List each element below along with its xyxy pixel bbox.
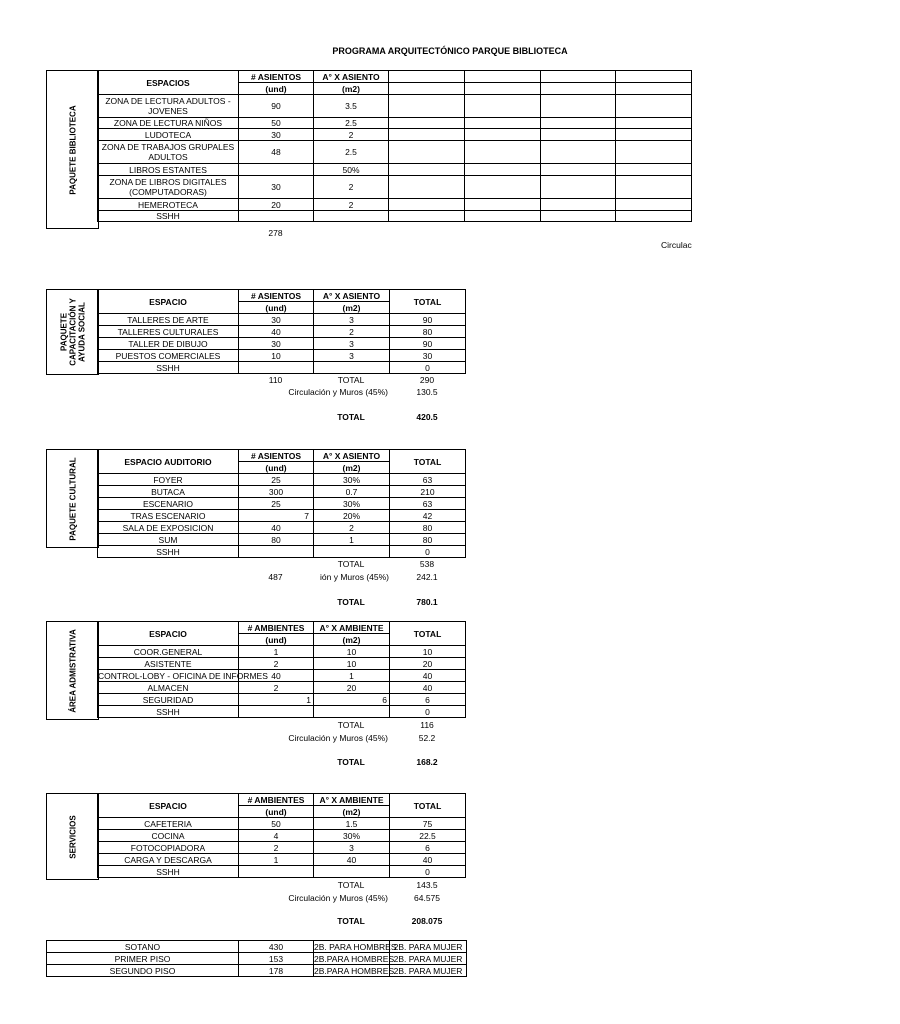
sum-value: 110 bbox=[268, 375, 283, 385]
section-side-label: PAQUETE BIBLIOTECA bbox=[46, 70, 99, 229]
table-row: HEMEROTECA 20 2 bbox=[98, 199, 692, 211]
header-total: TOTAL bbox=[390, 622, 466, 646]
cultural-table: ESPACIO AUDITORIO # ASIENTOS A° X ASIENTO TOTAL (und) (m2) FOYER 25 30% 63 BUTACA 300 0.7 210 ESCENARIO 25 30% 63 TRAS ESCENARIO 7 20% 42 SALA DE EXPOSICION 40 2 80 SUM 80 1 80 SSHH 0 bbox=[97, 449, 466, 558]
table-row: SSHH 0 bbox=[98, 866, 466, 878]
circulation-label: Circulación y Muros (45%) bbox=[288, 387, 388, 397]
table-row: CARGA Y DESCARGA 1 40 40 bbox=[98, 854, 466, 866]
table-row: COOR.GENERAL 1 10 10 bbox=[98, 646, 466, 658]
table-row: SEGUNDO PISO 178 2B.PARA HOMBRES 2B. PARA MUJER bbox=[47, 965, 467, 977]
table-row: ZONA DE LIBROS DIGITALES (COMPUTADORAS) 30 2 bbox=[98, 176, 692, 199]
header-total: TOTAL bbox=[390, 794, 466, 818]
grand-total-label: TOTAL bbox=[337, 412, 365, 422]
header-area: A° X AMBIENTE bbox=[314, 794, 390, 806]
circulation-value: 242.1 bbox=[416, 572, 438, 582]
header-espacio: ESPACIO bbox=[98, 794, 239, 818]
header-ambientes: # AMBIENTES bbox=[239, 794, 314, 806]
capacitacion-table: ESPACIO # ASIENTOS A° X ASIENTO TOTAL (und) (m2) TALLERES DE ARTE 30 3 90 TALLERES CULTURALES 40 2 80 TALLER DE DIBUJO 30 3 90 PUESTOS COMERCIALES 10 3 30 SSHH 0 bbox=[97, 289, 466, 374]
total-value: 116 bbox=[420, 720, 434, 730]
table-row: FOTOCOPIADORA 2 3 6 bbox=[98, 842, 466, 854]
header-espacio: ESPACIO bbox=[98, 622, 239, 646]
section-side-label: PAQUETE CAPACITACIÓN Y AYUDA SOCIAL bbox=[46, 289, 99, 375]
table-row: CONTROL-LOBY - OFICINA DE INFORMES 40 1 40 bbox=[98, 670, 466, 682]
table-row: SUM 80 1 80 bbox=[98, 534, 466, 546]
header-area: A° X ASIENTO bbox=[314, 71, 389, 83]
total-label: TOTAL bbox=[337, 559, 365, 569]
table-row: SSHH 0 bbox=[98, 546, 466, 558]
grand-total-value: 420.5 bbox=[416, 412, 438, 422]
header-asientos: # ASIENTOS bbox=[239, 290, 314, 302]
table-row: SSHH bbox=[98, 211, 692, 222]
table-row: PRIMER PISO 153 2B.PARA HOMBRES 2B. PARA MUJER bbox=[47, 953, 467, 965]
grand-total-value: 208.075 bbox=[411, 916, 443, 926]
table-row: COCINA 4 30% 22.5 bbox=[98, 830, 466, 842]
total-label: TOTAL bbox=[337, 375, 365, 385]
header-ambientes: # AMBIENTES bbox=[239, 622, 314, 634]
header-area: A° X ASIENTO bbox=[314, 450, 390, 462]
total-value: 290 bbox=[419, 375, 435, 385]
circulation-value: 52.2 bbox=[418, 733, 436, 743]
header-area: A° X ASIENTO bbox=[314, 290, 390, 302]
header-espacios: ESPACIOS bbox=[98, 71, 239, 95]
header-asientos: # ASIENTOS bbox=[239, 450, 314, 462]
total-value: 538 bbox=[419, 559, 435, 569]
total-value: 143.5 bbox=[416, 880, 438, 890]
circulation-label: Circulac bbox=[661, 240, 692, 250]
section-side-label: PAQUETE CULTURAL bbox=[46, 449, 99, 548]
servicios-table: ESPACIO # AMBIENTES A° X AMBIENTE TOTAL (und) (m2) CAFETERIA 50 1.5 75 COCINA 4 30% 22.5 FOTOCOPIADORA 2 3 6 CARGA Y DESCARGA 1 40 40 SSHH 0 bbox=[97, 793, 466, 878]
sshh-floors-table bbox=[46, 940, 467, 977]
sum-value: 278 bbox=[268, 228, 283, 238]
sum-value: 487 bbox=[268, 572, 283, 582]
table-row: SEGURIDAD 1 6 6 bbox=[98, 694, 466, 706]
section-side-label: SERVICIOS bbox=[46, 793, 99, 880]
table-row: SOTANO 430 2B. PARA HOMBRES 2B. PARA MUJER bbox=[47, 941, 467, 953]
circulation-label: Circulación y Muros (45%) bbox=[288, 893, 388, 903]
circulation-label: ión y Muros (45%) bbox=[320, 572, 389, 582]
header-unit: (m2) bbox=[314, 83, 389, 95]
table-row: LIBROS ESTANTES 50% bbox=[98, 164, 692, 176]
header-unit: (und) bbox=[239, 83, 314, 95]
table-row: PUESTOS COMERCIALES 10 3 30 bbox=[98, 350, 466, 362]
table-row: SSHH 0 bbox=[98, 362, 466, 374]
table-row: FOYER 25 30% 63 bbox=[98, 474, 466, 486]
grand-total-label: TOTAL bbox=[337, 757, 365, 767]
header-espacio: ESPACIO bbox=[98, 290, 239, 314]
total-label: TOTAL bbox=[337, 720, 365, 730]
header-total: TOTAL bbox=[390, 450, 466, 474]
table-row: ESCENARIO 25 30% 63 bbox=[98, 498, 466, 510]
header-asientos: # ASIENTOS bbox=[239, 71, 314, 83]
administrativa-table: ESPACIO # AMBIENTES A° X AMBIENTE TOTAL (und) (m2) COOR.GENERAL 1 10 10 ASISTENTE 2 10 20 CONTROL-LOBY - OFICINA DE INFORMES 40 1 40 ALMACEN 2 20 40 SEGURIDAD 1 6 6 SSHH 0 bbox=[97, 621, 466, 718]
table-row: TRAS ESCENARIO 7 20% 42 bbox=[98, 510, 466, 522]
header-total: TOTAL bbox=[390, 290, 466, 314]
table-row: ZONA DE TRABAJOS GRUPALES ADULTOS 48 2.5 bbox=[98, 141, 692, 164]
section-side-label: ÁREA ADMISTRATIVA bbox=[46, 621, 99, 720]
circulation-label: Circulación y Muros (45%) bbox=[288, 733, 388, 743]
table-row: ZONA DE LECTURA NIÑOS 50 2.5 bbox=[98, 118, 692, 129]
table-row: ZONA DE LECTURA ADULTOS - JOVENES 90 3.5 bbox=[98, 95, 692, 118]
header-espacio: ESPACIO AUDITORIO bbox=[98, 450, 239, 474]
table-row: SSHH 0 bbox=[98, 706, 466, 718]
circulation-value: 130.5 bbox=[416, 387, 438, 397]
table-row: TALLERES CULTURALES 40 2 80 bbox=[98, 326, 466, 338]
table-row: CAFETERIA 50 1.5 75 bbox=[98, 818, 466, 830]
table-row: BUTACA 300 0.7 210 bbox=[98, 486, 466, 498]
page-title: PROGRAMA ARQUITECTÓNICO PARQUE BIBLIOTECA bbox=[332, 46, 568, 56]
table-row: TALLER DE DIBUJO 30 3 90 bbox=[98, 338, 466, 350]
table-row: ASISTENTE 2 10 20 bbox=[98, 658, 466, 670]
total-label: TOTAL bbox=[337, 880, 365, 890]
grand-total-label: TOTAL bbox=[337, 597, 365, 607]
table-row: TALLERES DE ARTE 30 3 90 bbox=[98, 314, 466, 326]
grand-total-label: TOTAL bbox=[337, 916, 365, 926]
grand-total-value: 168.2 bbox=[416, 757, 438, 767]
grand-total-value: 780.1 bbox=[416, 597, 438, 607]
table-row: ALMACEN 2 20 40 bbox=[98, 682, 466, 694]
header-area: A° X AMBIENTE bbox=[314, 622, 390, 634]
table-row: LUDOTECA 30 2 bbox=[98, 129, 692, 141]
biblioteca-table bbox=[97, 70, 692, 222]
circulation-value: 64.575 bbox=[414, 893, 440, 903]
table-row: SALA DE EXPOSICION 40 2 80 bbox=[98, 522, 466, 534]
